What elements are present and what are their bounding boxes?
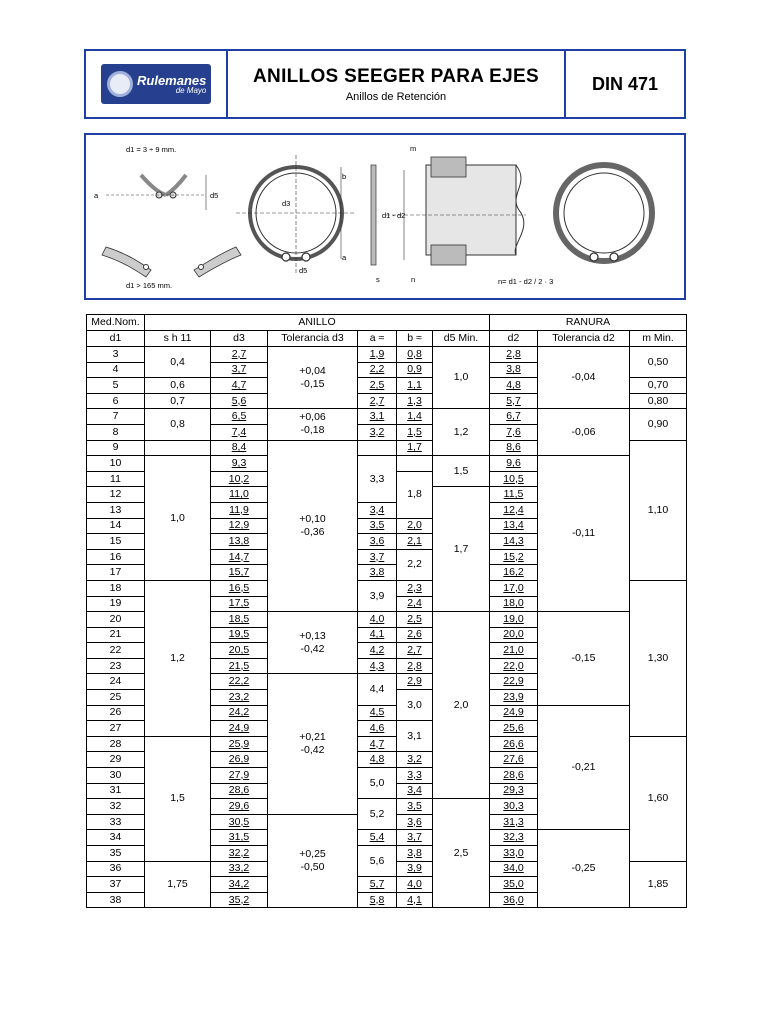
- cell-d1: 5: [87, 378, 145, 394]
- column-header: d5 Min.: [433, 331, 490, 347]
- cell-tol-d3: +0,04 -0,15: [268, 347, 358, 409]
- column-header: b ≈: [397, 331, 433, 347]
- cell-a: 5,8: [358, 892, 397, 908]
- table-row: [87, 456, 687, 472]
- cell-d3: 14,7: [211, 549, 268, 565]
- cell-d3: 27,9: [211, 768, 268, 784]
- cell-d1: 31: [87, 783, 145, 799]
- cell-d2: 12,4: [490, 502, 538, 518]
- cell-d1: 15: [87, 534, 145, 550]
- cell-b: 2,0: [397, 518, 433, 534]
- cell-d3: 11,0: [211, 487, 268, 503]
- cell-d2: 36,0: [490, 892, 538, 908]
- cell-tol-d2: -0,06: [538, 409, 630, 456]
- cell-a: 5,4: [358, 830, 397, 846]
- cell-d5: 1,7: [433, 487, 490, 612]
- cell-b: 2,5: [397, 612, 433, 628]
- cell-d1: 22: [87, 643, 145, 659]
- cell-d2: 15,2: [490, 549, 538, 565]
- cell-d2: 16,2: [490, 565, 538, 581]
- logo-cell: [86, 51, 228, 117]
- cell-d2: 35,0: [490, 877, 538, 893]
- cell-m: 1,10: [630, 440, 687, 580]
- cell-d1: 38: [87, 892, 145, 908]
- cell-d3: 19,5: [211, 627, 268, 643]
- cell-m: 0,70: [630, 378, 687, 394]
- column-header: a ≈: [358, 331, 397, 347]
- cell-b: 1,8: [397, 471, 433, 518]
- group-med: Med.Nom.: [87, 315, 145, 331]
- cell-d3: 18,5: [211, 612, 268, 628]
- cell-d3: 3,7: [211, 362, 268, 378]
- technical-drawing: [84, 133, 686, 300]
- cell-m: 0,50: [630, 347, 687, 378]
- cell-d1: 35: [87, 846, 145, 862]
- cell-b: 2,6: [397, 627, 433, 643]
- cell-a: 4,5: [358, 705, 397, 721]
- cell-b: 1,1: [397, 378, 433, 394]
- column-header: Tolerancia d3: [268, 331, 358, 347]
- label-small-range: d1 = 3 ÷ 9 mm.: [126, 145, 177, 154]
- dimensions-table: [86, 314, 687, 908]
- cell-a: 4,1: [358, 627, 397, 643]
- cell-a: 4,3: [358, 658, 397, 674]
- table-row: [87, 347, 687, 363]
- cell-tol-d2: -0,25: [538, 830, 630, 908]
- cell-d2: 18,0: [490, 596, 538, 612]
- cell-b: 4,1: [397, 892, 433, 908]
- cell-b: 3,2: [397, 752, 433, 768]
- cell-d3: 32,2: [211, 846, 268, 862]
- cell-d2: 13,4: [490, 518, 538, 534]
- cell-d1: 4: [87, 362, 145, 378]
- cell-d2: 27,6: [490, 752, 538, 768]
- cell-b: 1,5: [397, 424, 433, 440]
- page-title: ANILLOS SEEGER PARA EJES: [253, 65, 539, 87]
- cell-d3: 34,2: [211, 877, 268, 893]
- cell-d1: 20: [87, 612, 145, 628]
- cell-d1: 24: [87, 674, 145, 690]
- cell-d3: 4,7: [211, 378, 268, 394]
- cell-s: 0,7: [145, 393, 211, 409]
- cell-d3: 20,5: [211, 643, 268, 659]
- cell-d3: 21,5: [211, 658, 268, 674]
- cell-b: 2,8: [397, 658, 433, 674]
- cell-d2: 2,8: [490, 347, 538, 363]
- label-a: a: [342, 253, 347, 262]
- cell-d3: 23,2: [211, 690, 268, 706]
- cell-d5: 1,0: [433, 347, 490, 409]
- cell-a: 4,6: [358, 721, 397, 737]
- cell-d2: 20,0: [490, 627, 538, 643]
- cell-b: 2,3: [397, 580, 433, 596]
- cell-b: 3,0: [397, 690, 433, 721]
- cell-tol-d2: -0,11: [538, 456, 630, 612]
- cell-d2: 7,6: [490, 424, 538, 440]
- cell-d2: 9,6: [490, 456, 538, 472]
- cell-d3: 5,6: [211, 393, 268, 409]
- cell-d1: 6: [87, 393, 145, 409]
- cell-d3: 22,2: [211, 674, 268, 690]
- cell-d2: 6,7: [490, 409, 538, 425]
- cell-m: 1,60: [630, 736, 687, 861]
- cell-a: 4,0: [358, 612, 397, 628]
- cell-m: 0,80: [630, 393, 687, 409]
- table-row: [87, 409, 687, 425]
- cell-d3: 7,4: [211, 424, 268, 440]
- cell-d1: 27: [87, 721, 145, 737]
- cell-d2: 34,0: [490, 861, 538, 877]
- column-header-row: [87, 331, 687, 347]
- cell-d3: 28,6: [211, 783, 268, 799]
- column-header: d1: [87, 331, 145, 347]
- cell-d3: 6,5: [211, 409, 268, 425]
- cell-d3: 31,5: [211, 830, 268, 846]
- cell-d3: 26,9: [211, 752, 268, 768]
- cell-d3: 33,2: [211, 861, 268, 877]
- cell-d2: 22,0: [490, 658, 538, 674]
- cell-b: 3,7: [397, 830, 433, 846]
- cell-d1: 28: [87, 736, 145, 752]
- cell-d1: 34: [87, 830, 145, 846]
- cell-b: 3,1: [397, 721, 433, 752]
- cell-d2: 19,0: [490, 612, 538, 628]
- cell-a: 5,6: [358, 846, 397, 877]
- cell-a: 3,4: [358, 502, 397, 518]
- cell-b: 1,3: [397, 393, 433, 409]
- label-d5-small: d5: [210, 191, 219, 200]
- cell-s: 1,0: [145, 456, 211, 581]
- cell-d2: 24,9: [490, 705, 538, 721]
- cell-d1: 33: [87, 814, 145, 830]
- cell-b: 2,9: [397, 674, 433, 690]
- cell-d2: 21,0: [490, 643, 538, 659]
- group-header-row: [87, 315, 687, 331]
- cell-d2: 22,9: [490, 674, 538, 690]
- standard-label: DIN 471: [591, 73, 659, 94]
- cell-d1: 10: [87, 456, 145, 472]
- cell-a: 3,6: [358, 534, 397, 550]
- cell-d2: 30,3: [490, 799, 538, 815]
- cell-a: 5,0: [358, 768, 397, 799]
- cell-a: 1,9: [358, 347, 397, 363]
- cell-b: 3,4: [397, 783, 433, 799]
- cell-d3: 10,2: [211, 471, 268, 487]
- cell-d1: 36: [87, 861, 145, 877]
- cell-tol-d3: +0,21 -0,42: [268, 674, 358, 814]
- cell-d3: 17,5: [211, 596, 268, 612]
- cell-b: 2,1: [397, 534, 433, 550]
- cell-b: 3,9: [397, 861, 433, 877]
- cell-s: 1,5: [145, 736, 211, 861]
- column-header: m Min.: [630, 331, 687, 347]
- label-d5: d5: [299, 266, 308, 275]
- cell-s: 0,8: [145, 409, 211, 440]
- cell-b: 1,4: [397, 409, 433, 425]
- cell-m: 1,30: [630, 580, 687, 736]
- cell-d1: 21: [87, 627, 145, 643]
- cell-s: 0,6: [145, 378, 211, 394]
- column-header: s h 11: [145, 331, 211, 347]
- cell-d3: 16,5: [211, 580, 268, 596]
- cell-d1: 13: [87, 502, 145, 518]
- cell-d2: 26,6: [490, 736, 538, 752]
- cell-a: 4,8: [358, 752, 397, 768]
- cell-s: [145, 440, 211, 456]
- cell-b: 2,4: [397, 596, 433, 612]
- cell-d1: 30: [87, 768, 145, 784]
- label-b: b: [342, 172, 347, 181]
- cell-d5: 2,5: [433, 799, 490, 908]
- cell-a: 2,7: [358, 393, 397, 409]
- cell-s: 0,4: [145, 347, 211, 378]
- label-m: m: [410, 144, 417, 153]
- cell-b: 0,9: [397, 362, 433, 378]
- label-large-range: d1 > 165 mm.: [126, 281, 173, 290]
- cell-d2: 10,5: [490, 471, 538, 487]
- label-a-small: a: [94, 191, 99, 200]
- cell-a: 4,7: [358, 736, 397, 752]
- company-logo: [101, 64, 211, 104]
- cell-a: 3,7: [358, 549, 397, 565]
- cell-d1: 9: [87, 440, 145, 456]
- cell-b: 0,8: [397, 347, 433, 363]
- cell-d2: 25,6: [490, 721, 538, 737]
- cell-a: 3,3: [358, 456, 397, 503]
- table-body: [87, 315, 687, 908]
- cell-m: 1,85: [630, 861, 687, 908]
- cell-d1: 18: [87, 580, 145, 596]
- label-d1-d2: d1 - d2: [382, 211, 406, 220]
- label-d3: d3: [282, 199, 291, 208]
- cell-d2: 11,5: [490, 487, 538, 503]
- cell-d1: 25: [87, 690, 145, 706]
- cell-d1: 19: [87, 596, 145, 612]
- cell-a: [358, 440, 397, 456]
- cell-b: 3,8: [397, 846, 433, 862]
- cell-d1: 11: [87, 471, 145, 487]
- cell-d1: 29: [87, 752, 145, 768]
- cell-d1: 26: [87, 705, 145, 721]
- page-subtitle: Anillos de Retención: [345, 90, 447, 103]
- cell-d2: 4,8: [490, 378, 538, 394]
- column-header: d3: [211, 331, 268, 347]
- column-header: d2: [490, 331, 538, 347]
- logo-main-text: Rulemanes: [137, 72, 207, 88]
- cell-tol-d2: -0,21: [538, 705, 630, 830]
- cell-d3: 15,7: [211, 565, 268, 581]
- column-header: Tolerancia d2: [538, 331, 630, 347]
- cell-a: 5,2: [358, 799, 397, 830]
- cell-m: 0,90: [630, 409, 687, 440]
- cell-d3: 24,2: [211, 705, 268, 721]
- cell-d3: 29,6: [211, 799, 268, 815]
- cell-a: 4,4: [358, 674, 397, 705]
- cell-d3: 2,7: [211, 347, 268, 363]
- logo-sub-text: de Mayo: [175, 85, 207, 95]
- cell-a: 3,8: [358, 565, 397, 581]
- cell-d1: 3: [87, 347, 145, 363]
- cell-b: 3,6: [397, 814, 433, 830]
- cell-d3: 25,9: [211, 736, 268, 752]
- cell-d3: 12,9: [211, 518, 268, 534]
- label-n: n: [411, 275, 416, 284]
- cell-d1: 14: [87, 518, 145, 534]
- cell-d5: 2,0: [433, 612, 490, 799]
- cell-d1: 12: [87, 487, 145, 503]
- cell-a: 3,2: [358, 424, 397, 440]
- cell-d1: 7: [87, 409, 145, 425]
- cell-d1: 37: [87, 877, 145, 893]
- cell-tol-d3: +0,25 -0,50: [268, 814, 358, 908]
- cell-d2: 28,6: [490, 768, 538, 784]
- cell-d2: 17,0: [490, 580, 538, 596]
- cell-d1: 32: [87, 799, 145, 815]
- cell-tol-d2: -0,04: [538, 347, 630, 409]
- cell-d2: 23,9: [490, 690, 538, 706]
- cell-d2: 14,3: [490, 534, 538, 550]
- cell-d3: 11,9: [211, 502, 268, 518]
- cell-d1: 8: [87, 424, 145, 440]
- cell-b: 3,3: [397, 768, 433, 784]
- cell-d5: 1,2: [433, 409, 490, 456]
- cell-d2: 8,6: [490, 440, 538, 456]
- cell-b: 3,5: [397, 799, 433, 815]
- cell-d2: 5,7: [490, 393, 538, 409]
- cell-d1: 16: [87, 549, 145, 565]
- cell-b: 2,7: [397, 643, 433, 659]
- cell-b: 4,0: [397, 877, 433, 893]
- cell-d3: 35,2: [211, 892, 268, 908]
- cell-s: 1,75: [145, 861, 211, 908]
- cell-d2: 32,3: [490, 830, 538, 846]
- cell-s: 1,2: [145, 580, 211, 736]
- header-box: [84, 49, 686, 119]
- cell-d3: 9,3: [211, 456, 268, 472]
- cell-d3: 13,8: [211, 534, 268, 550]
- cell-a: 3,5: [358, 518, 397, 534]
- cell-a: 2,5: [358, 378, 397, 394]
- cell-tol-d3: +0,06 -0,18: [268, 409, 358, 440]
- cell-a: 4,2: [358, 643, 397, 659]
- cell-d2: 3,8: [490, 362, 538, 378]
- cell-b: [397, 456, 433, 472]
- cell-b: 1,7: [397, 440, 433, 456]
- cell-d3: 30,5: [211, 814, 268, 830]
- cell-d1: 23: [87, 658, 145, 674]
- formula-n: n= d1 - d2 / 2 · 3: [498, 277, 554, 286]
- cell-a: 3,9: [358, 580, 397, 611]
- cell-d1: 17: [87, 565, 145, 581]
- cell-d2: 33,0: [490, 846, 538, 862]
- bearing-icon: [107, 71, 133, 97]
- cell-a: 2,2: [358, 362, 397, 378]
- cell-a: 3,1: [358, 409, 397, 425]
- label-s: s: [376, 275, 380, 284]
- group-anillo: ANILLO: [145, 315, 490, 331]
- cell-d3: 8,4: [211, 440, 268, 456]
- cell-tol-d3: +0,10 -0,36: [268, 440, 358, 612]
- title-cell: [228, 51, 566, 117]
- cell-d2: 29,3: [490, 783, 538, 799]
- cell-d2: 31,3: [490, 814, 538, 830]
- cell-tol-d2: -0,15: [538, 612, 630, 706]
- cell-b: 2,2: [397, 549, 433, 580]
- cell-d5: 1,5: [433, 456, 490, 487]
- cell-a: 5,7: [358, 877, 397, 893]
- group-ranura: RANURA: [490, 315, 687, 331]
- cell-d3: 24,9: [211, 721, 268, 737]
- cell-tol-d3: +0,13 -0,42: [268, 612, 358, 674]
